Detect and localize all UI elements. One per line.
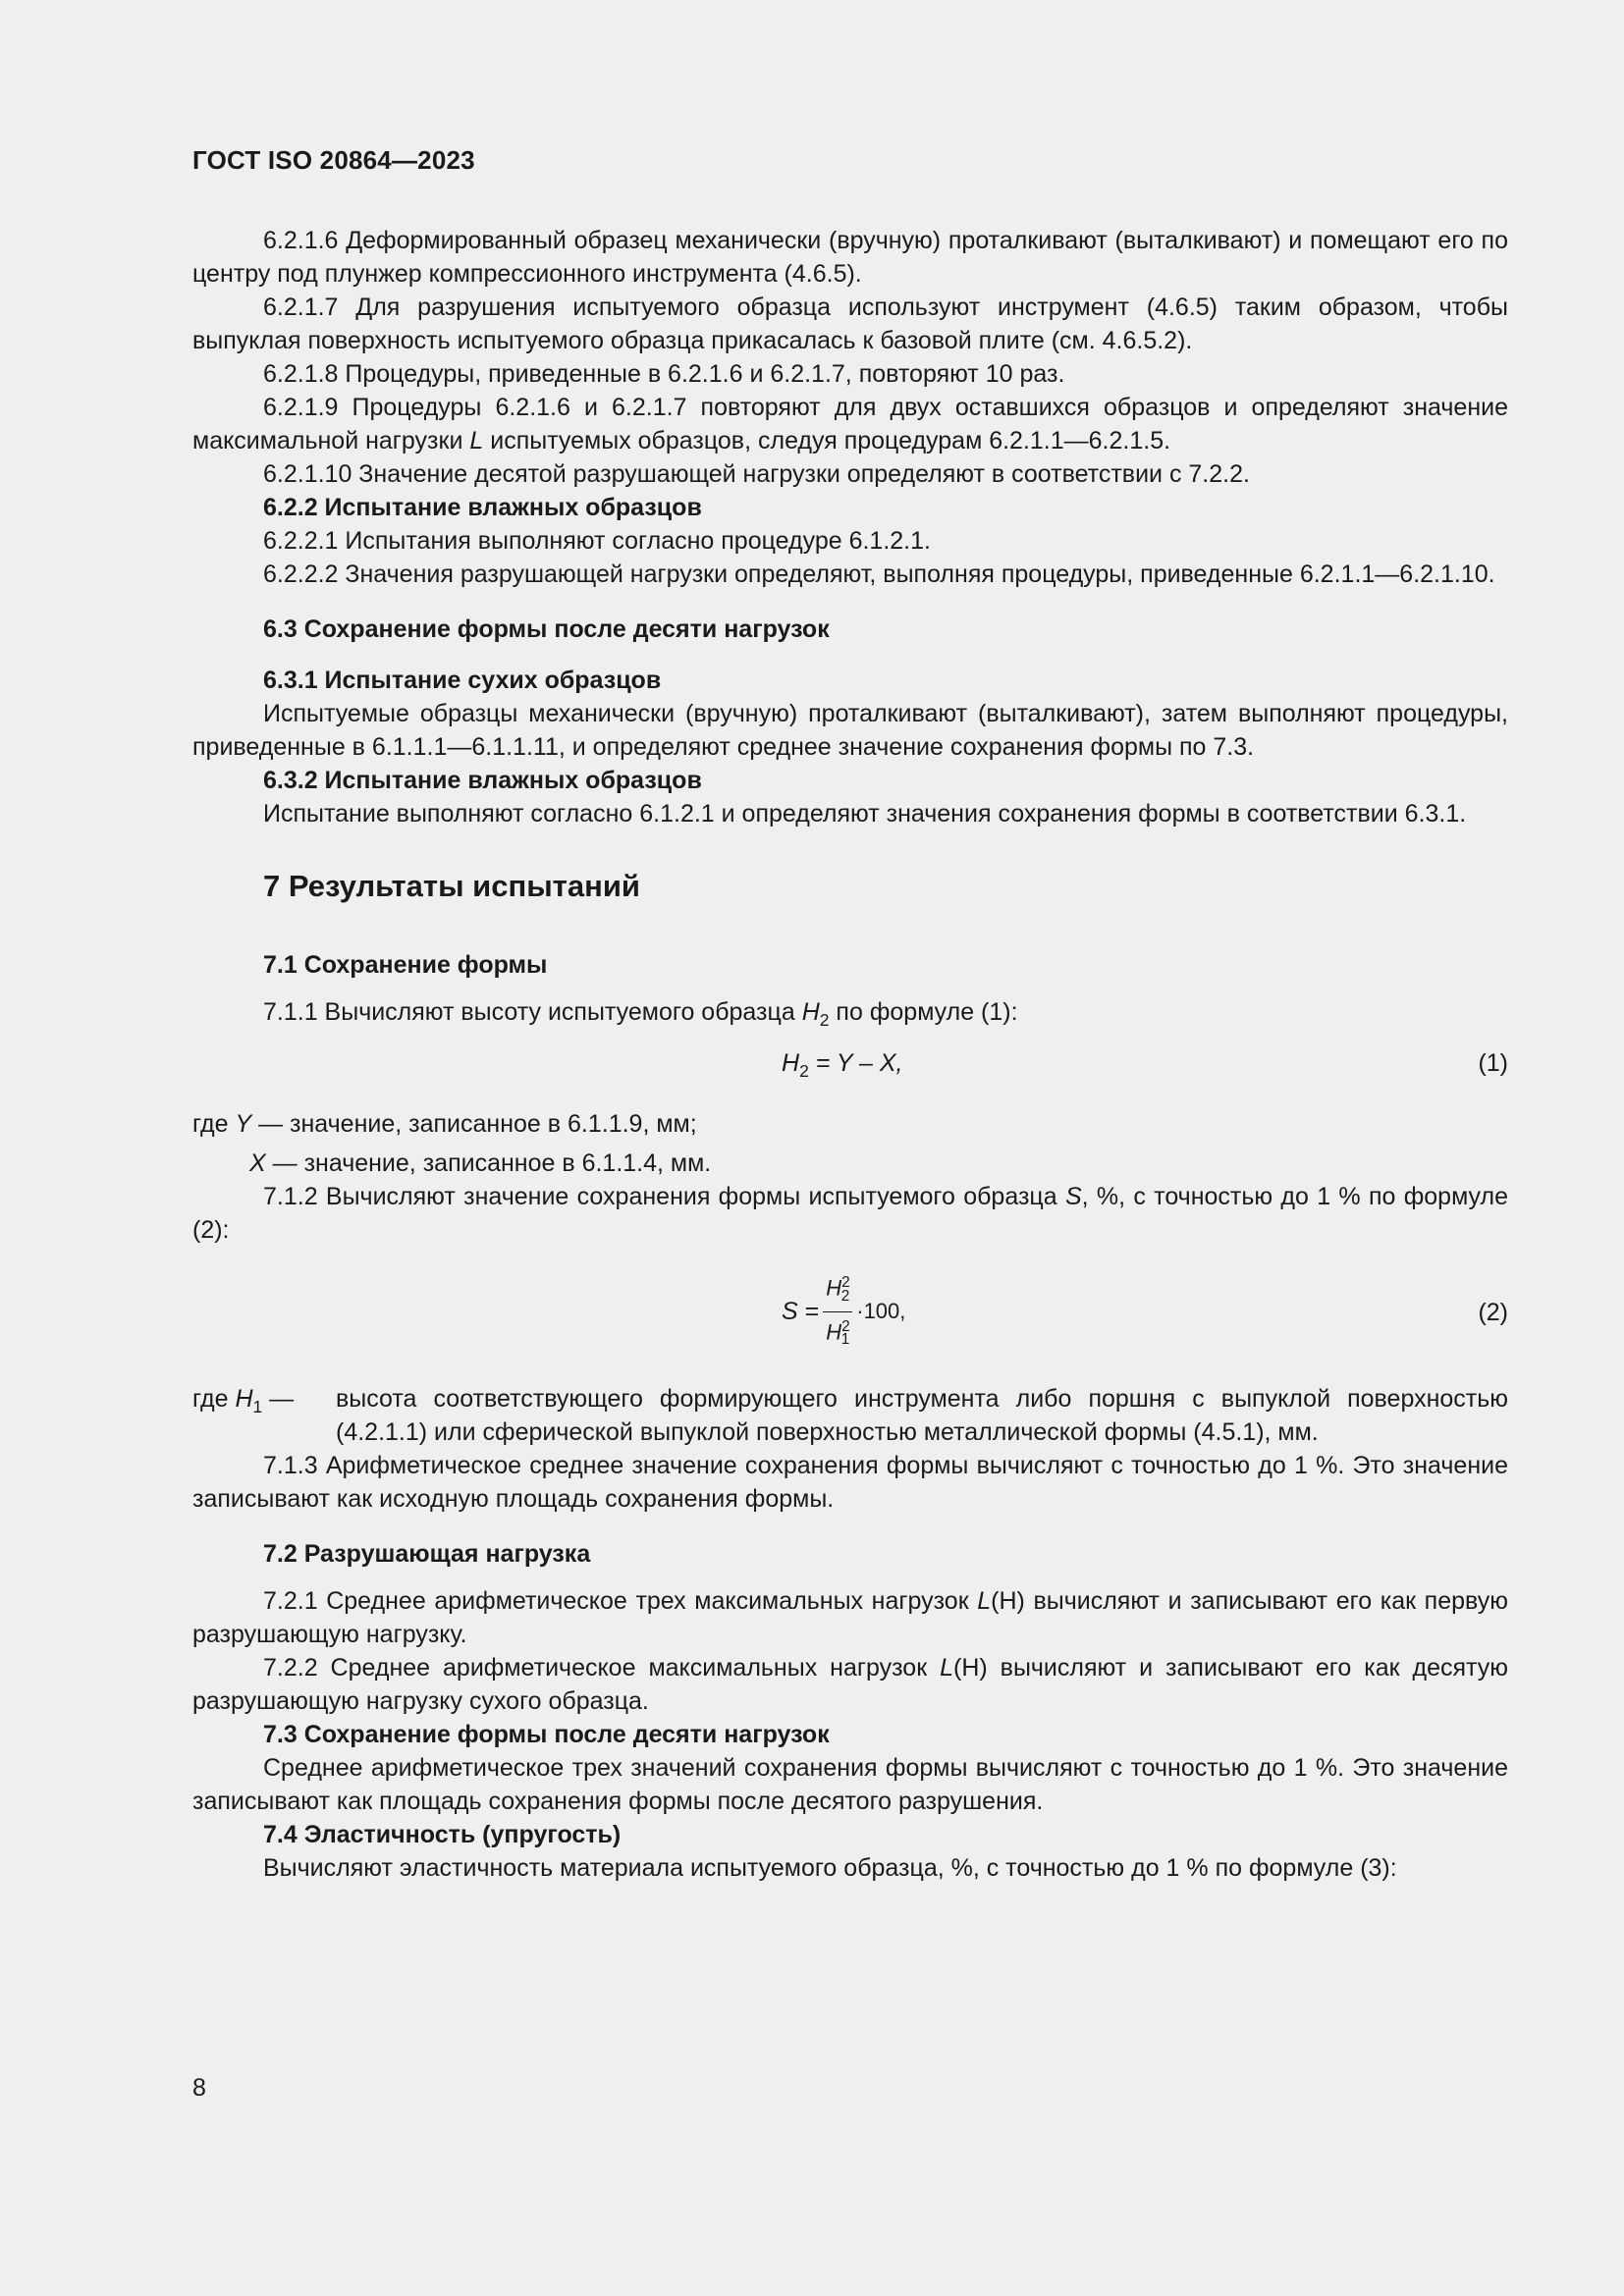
- paragraph-6-3-2: Испытание выполняют согласно 6.1.2.1 и определяют значения сохранения формы в соответствии 6.3.1.: [263, 800, 1467, 828]
- formula-2: [192, 1268, 1508, 1353]
- heading-7-1: 7.1 Сохранение формы: [263, 951, 548, 979]
- where-x: X — значение, записанное в 6.1.1.4, мм.: [249, 1149, 712, 1177]
- where-h1-label: где $H_1$ —: [192, 1385, 295, 1416]
- where-h1-text: высота соответствующего формирующего инструмента либо поршня с выпуклой поверхностью (4.2.1.1) или сферической выпуклой поверхностью металлической формы (4.5.1), мм.: [336, 1385, 1508, 1446]
- paragraph-7-1-1: 7.1.1 Вычисляют высоту испытуемого образца $H_2$ по формуле (1):: [263, 998, 1018, 1030]
- heading-7-2: 7.2 Разрушающая нагрузка: [263, 1540, 591, 1568]
- formula-2-number: (2): [1478, 1299, 1508, 1326]
- paragraph-6-2-1-9: 6.2.1.9 Процедуры 6.2.1.6 и 6.2.1.7 повторяют для двух оставшихся образцов и определяют значение максимальной нагрузки L испытуемых образцов, следуя процедурам 6.2.1.1—6.2.1.5.: [192, 394, 1508, 454]
- heading-7-3: 7.3 Сохранение формы после десяти нагрузок: [263, 1721, 830, 1748]
- paragraph-6-3-1: Испытуемые образцы механически (вручную) проталкивают (выталкивают), затем выполняют процедуры, приведенные в 6.1.1.1—6.1.1.11, и определяют среднее значение сохранения формы по 7.3.: [192, 700, 1508, 761]
- paragraph-6-2-1-8: 6.2.1.8 Процедуры, приведенные в 6.2.1.6 и 6.2.1.7, повторяют 10 раз.: [263, 360, 1065, 388]
- heading-6-3: 6.3 Сохранение формы после десяти нагрузок: [263, 615, 830, 643]
- paragraph-6-2-2-1: 6.2.2.1 Испытания выполняют согласно процедуре 6.1.2.1.: [263, 527, 931, 555]
- paragraph-7-2-2: 7.2.2 Среднее арифметическое максимальных нагрузок L(Н) вычисляют и записывают его как десятую разрушающую нагрузку сухого образца.: [192, 1654, 1509, 1715]
- heading-7-4: 7.4 Эластичность (упругость): [263, 1821, 622, 1848]
- heading-7: 7 Результаты испытаний: [263, 869, 640, 903]
- heading-6-3-1: 6.3.1 Испытание сухих образцов: [263, 667, 662, 694]
- formula-1: [192, 1046, 1508, 1084]
- paragraph-7-1-3: 7.1.3 Арифметическое среднее значение сохранения формы вычисляют с точностью до 1 %. Это значение записывают как исходную площадь сохранения формы.: [192, 1452, 1508, 1513]
- formula-1-number: (1): [1478, 1049, 1508, 1077]
- paragraph-6-2-1-10: 6.2.1.10 Значение десятой разрушающей нагрузки определяют в соответствии с 7.2.2.: [263, 460, 1250, 488]
- paragraph-7-2-1: 7.2.1 Среднее арифметическое трех максимальных нагрузок L(Н) вычисляют и записывают его как первую разрушающую нагрузку.: [192, 1587, 1508, 1648]
- formula-2-expression: S = $\frac{H^2_2}{H^2_1}$ ·100,: [782, 1268, 905, 1355]
- formula-1-expression: $H_2 = Y - X$,: [782, 1049, 903, 1081]
- heading-6-3-2: 6.3.2 Испытание влажных образцов: [263, 767, 702, 794]
- document-body: [192, 224, 1508, 1885]
- paragraph-7-4: Вычисляют эластичность материала испытуемого образца, %, с точностью до 1 % по формуле (3):: [263, 1854, 1397, 1882]
- fraction-numerator: $H^2_2$: [823, 1268, 852, 1312]
- formula-2-fraction: [823, 1268, 852, 1355]
- paragraph-7-1-2: 7.1.2 Вычисляют значение сохранения формы испытуемого образца S, %, с точностью до 1 % по формуле (2):: [192, 1183, 1508, 1244]
- paragraph-7-3: Среднее арифметическое трех значений сохранения формы вычисляют с точностью до 1 %. Это значение записывают как площадь сохранения формы после десятого разрушения.: [192, 1754, 1508, 1815]
- where-y: где Y — значение, записанное в 6.1.1.9, мм;: [192, 1110, 697, 1138]
- paragraph-6-2-1-7: 6.2.1.7 Для разрушения испытуемого образца используют инструмент (4.6.5) таким образом, чтобы выпуклая поверхность испытуемого образца прикасалась к базовой плите (см. 4.6.5.2).: [192, 294, 1508, 354]
- paragraph-6-2-2-2: 6.2.2.2 Значения разрушающей нагрузки определяют, выполняя процедуры, приведенные 6.2.1.1—6.2.1.10.: [263, 561, 1495, 588]
- fraction-denominator: $H^2_1$: [826, 1317, 850, 1349]
- where-h1: [192, 1382, 1508, 1449]
- paragraph-6-2-1-6: 6.2.1.6 Деформированный образец механически (вручную) проталкивают (выталкивают) и помещают его по центру под плунжер компрессионного инструмента (4.6.5).: [192, 227, 1508, 288]
- document-header: ГОСТ ISO 20864—2023: [192, 145, 475, 175]
- page-number: 8: [192, 2074, 206, 2102]
- variable-L: L: [469, 427, 484, 454]
- heading-6-2-2: 6.2.2 Испытание влажных образцов: [263, 494, 702, 521]
